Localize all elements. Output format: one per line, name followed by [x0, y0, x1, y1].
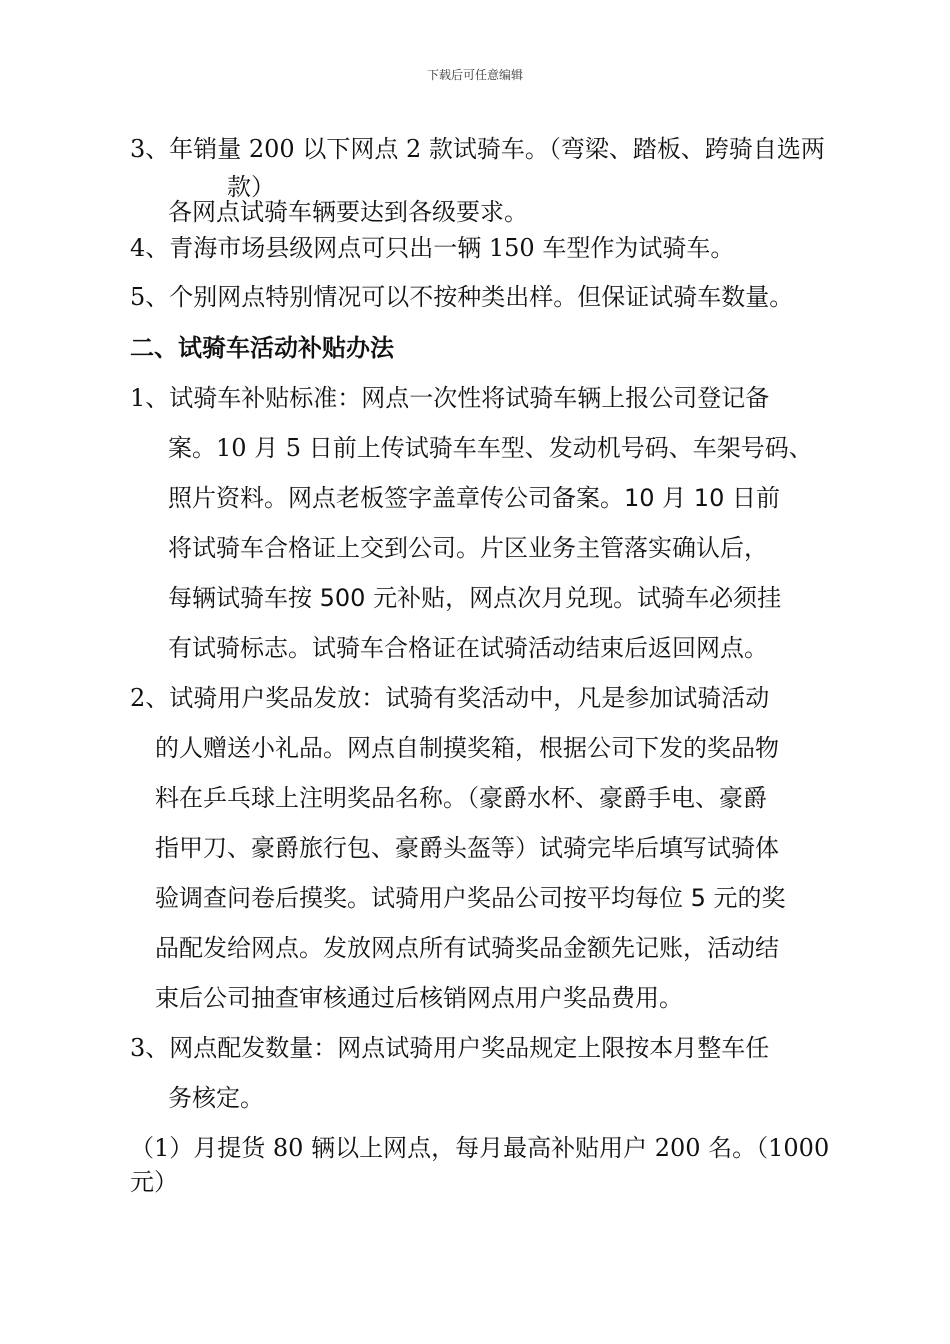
sub-1-line-3	[168, 483, 780, 513]
sub-1-line-5	[168, 583, 781, 613]
item-4-line: 4、青海市场县级网点可只出一辆 150 车型作为试骑车。	[130, 234, 735, 262]
sub-1-line-2: 案。10 月 5 日前上传试骑车车型、发动机号码、车架号码、	[168, 434, 813, 462]
item-3-line-3: 各网点试骑车辆要达到各级要求。	[168, 198, 528, 226]
sub-1-line-5-text: 。试骑车必须挂	[613, 584, 782, 612]
sub-1-line-6	[168, 633, 768, 663]
sub-2-line-5-emphasis: 试骑用户奖品公司按平均每位 5 元的奖	[371, 884, 786, 912]
page-header-note: 下载后可任意编辑	[426, 68, 523, 82]
sub-1-line-4	[168, 533, 768, 563]
sub-1-line-1: 1、试骑车补贴标准：网点一次性将试骑车辆上报公司登记备	[130, 384, 770, 412]
sub-1-line-3-emphasis: 10 月 10 日前	[624, 484, 780, 512]
sub-1-line-6-emphasis: 试骑车合格证在试骑活动结束后返回网点。	[312, 634, 768, 662]
item-3-line-1: 3、年销量 200 以下网点 2 款试骑车。（弯梁、踏板、跨骑自选两	[130, 135, 825, 163]
sub-2-line-6: 品配发给网点。发放网点所有试骑奖品金额先记账，活动结	[155, 934, 779, 962]
sub-3-line-1: 3、网点配发数量：网点试骑用户奖品规定上限按本月整车任	[130, 1034, 770, 1062]
item-5-line: 5、个别网点特别情况可以不按种类出样。但保证试骑车数量。	[130, 283, 794, 311]
sub-1-line-6-text: 有试骑标志。	[168, 634, 312, 662]
item-3-line-2: 款）	[227, 173, 275, 201]
sub-1-line-3-text: 照片资料。网点老板签字盖章传公司备案。	[168, 484, 624, 512]
clause-1-line-1: （1）月提货 80 辆以上网点，每月最高补贴用户 200 名。（1000	[130, 1134, 830, 1162]
sub-2-line-5	[155, 883, 786, 913]
sub-1-line-4-text: 。片区业务主管落实确认后，	[456, 534, 768, 562]
sub-2-line-4: 指甲刀、豪爵旅行包、豪爵头盔等）试骑完毕后填写试骑体	[155, 834, 779, 862]
sub-2-line-3: 料在乒乓球上注明奖品名称。（豪爵水杯、豪爵手电、豪爵	[155, 784, 767, 812]
section-heading: 二、试骑车活动补贴办法	[130, 333, 394, 362]
sub-3-line-2: 务核定。	[168, 1084, 264, 1112]
sub-2-line-5-text: 验调查问卷后摸奖。	[155, 884, 371, 912]
sub-2-line-1: 2、试骑用户奖品发放：试骑有奖活动中，凡是参加试骑活动	[130, 684, 770, 712]
sub-1-line-4-emphasis: 将试骑车合格证上交到公司	[168, 534, 456, 562]
clause-1-line-2: 元）	[130, 1168, 178, 1196]
sub-2-line-2: 的人赠送小礼品。网点自制摸奖箱，根据公司下发的奖品物	[155, 734, 779, 762]
sub-1-line-5-emphasis: 每辆试骑车按 500 元补贴，网点次月兑现	[168, 584, 614, 612]
sub-2-line-7: 束后公司抽查审核通过后核销网点用户奖品费用。	[155, 984, 683, 1012]
